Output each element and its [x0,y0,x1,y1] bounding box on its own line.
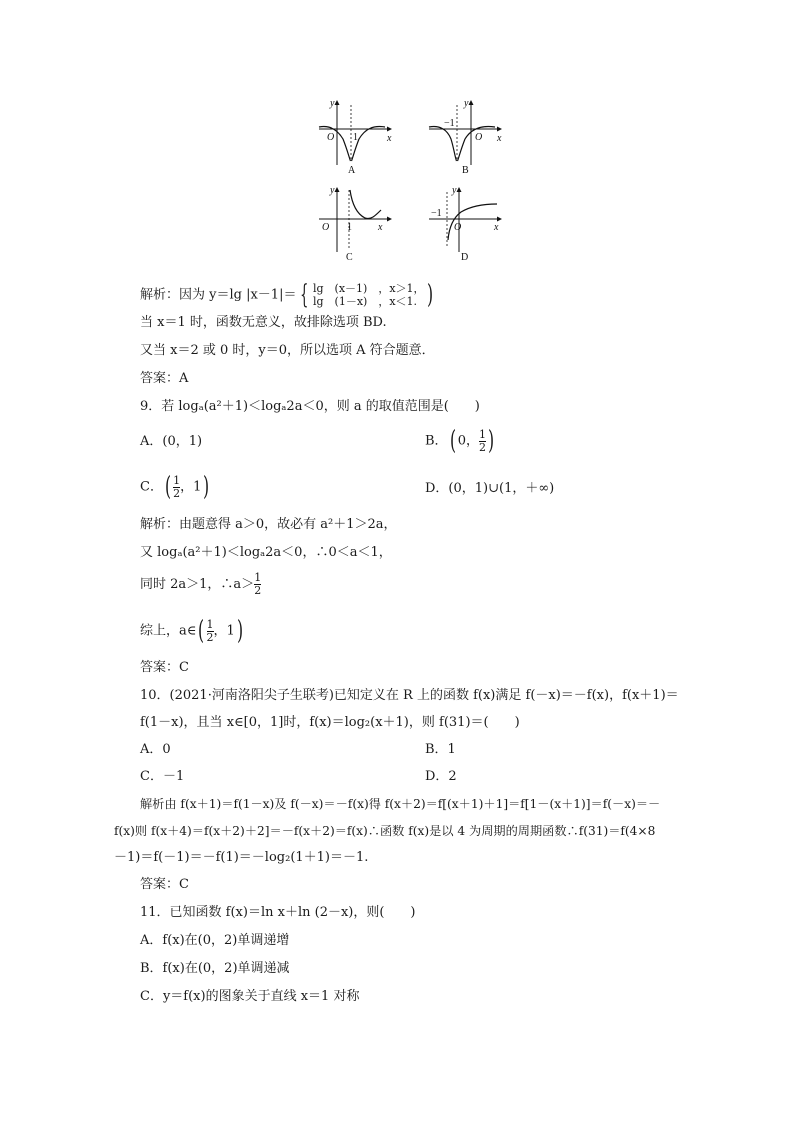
q9-option-c-rparen: ) [203,472,210,502]
graph-b-origin: O [475,132,483,143]
graph-c-y-label: y [330,185,335,196]
fraction-denominator: 2 [479,440,486,454]
graph-a [315,95,395,177]
q9-option-c-prefix: C． [140,479,163,495]
graph-a-origin: O [327,132,335,143]
fraction-numerator: 1 [254,571,262,584]
graph-b-caption: B [462,165,469,176]
fraction-denominator: 2 [254,584,262,597]
q10-solution-2: f(x)则 f(x＋4)＝f(x＋2)＋2]＝－f(x＋2)＝f(x)∴函数 f(x)是以 4 为周期的周期函数∴f(31)＝f(4×8 [114,824,656,838]
q11-option-b: B．f(x)在(0，2)单调递减 [140,961,290,976]
q10-option-c: C．－1 [140,769,185,784]
graph-d-tick: −1 [431,208,442,219]
graph-d [425,182,505,264]
q9-answer: 答案：C [140,660,189,675]
q9-solution-4 [140,618,245,644]
graph-b-tick: −1 [444,118,455,129]
graph-b-y-label: y [464,98,469,109]
q9-option-c-right: ，1 [180,479,202,495]
fraction-numerator: 1 [173,473,181,487]
q8-analysis [140,282,435,308]
q10-option-a: A．0 [140,742,171,757]
graph-d-x-label: x [494,222,499,233]
q9-option-d: D．(0，1)∪(1，＋∞) [425,481,555,496]
q9-option-b-lparen: ( [449,426,456,456]
q9-option-b-rparen: ) [488,426,495,456]
q9-solution-4-lparen: ( [198,616,205,646]
graph-a-caption: A [348,165,356,176]
q8-right-paren: ) [426,280,433,310]
fraction-denominator: 2 [173,486,181,500]
graph-c-tick: 1 [347,222,352,233]
q10-solution-1: 解析由 f(x＋1)＝f(1－x)及 f(－x)＝－f(x)得 f(x＋2)＝f[(x＋1)＋1]＝f[1－(x＋1)]＝f(－x)＝－ [140,797,661,811]
graph-a-y-label: y [330,98,335,109]
graph-d-caption: D [461,252,469,263]
q11-option-a: A．f(x)在(0，2)单调递增 [140,933,290,948]
q9-solution-2: 又 logₐ(a²＋1)＜logₐ2a＜0，∴0＜a＜1， [140,545,392,560]
graph-c-origin: O [322,222,330,233]
graph-a-x-label: x [387,133,392,144]
q10-answer: 答案：C [140,877,189,892]
q8-answer: 答案：A [140,371,189,386]
q8-line2: 当 x＝1 时，函数无意义，故排除选项 BD. [140,315,387,330]
q9-option-b-fraction [479,429,486,454]
graph-b-x-label: x [497,133,502,144]
q8-cases [313,282,425,308]
q8-case1: lg (x－1) ，x＞1， [313,282,425,295]
q9-option-a: A．(0，1) [140,434,203,449]
q8-case2: lg (1－x) ，x＜1. [313,295,418,308]
q9-stem: 9．若 logₐ(a²＋1)＜logₐ2a＜0，则 a 的取值范围是( ) [140,399,480,414]
q8-line3: 又当 x＝2 或 0 时，y＝0，所以选项 A 符合题意． [140,343,435,358]
graph-b [425,95,505,177]
q9-option-c-lparen: ( [164,472,172,502]
q9-option-b-prefix: B． [425,433,448,449]
graph-c-x-label: x [378,222,383,233]
q9-solution-1: 解析：由题意得 a＞0，故必有 a²＋1＞2a， [140,517,397,532]
fraction-numerator: 1 [479,427,486,441]
q9-solution-3-fraction [254,572,261,597]
q9-option-b-left: 0， [457,433,479,449]
q9-solution-4-text: 综上，a∈ [140,623,197,639]
q9-option-b [425,428,496,454]
q8-analysis-prefix: 解析：因为 y＝lg |x－1|＝ [140,287,297,303]
q9-solution-3 [140,572,261,597]
q9-solution-3-text: 同时 2a＞1，∴a＞ [140,577,255,592]
q10-stem-1: 10．(2021·河南洛阳尖子生联考)已知定义在 R 上的函数 f(x)满足 f(－x)＝－f(x)，f(x＋1)＝ [140,688,679,703]
q10-stem-2: f(1－x)，且当 x∈[0，1]时，f(x)＝log₂(x＋1)，则 f(31)＝( ) [140,715,520,730]
q8-left-brace: { [300,280,309,310]
graph-a-tick: 1 [353,132,358,143]
q11-stem: 11．已知函数 f(x)＝ln x＋ln (2－x)，则( ) [140,905,416,920]
q10-solution-3: －1)＝f(－1)＝－f(1)＝－log₂(1＋1)＝－1. [114,850,369,865]
q10-option-d: D．2 [425,769,457,784]
q9-solution-4-rparen: ) [236,616,243,646]
graph-c [315,182,395,264]
graph-d-origin: O [454,222,462,233]
q9-solution-4-right: ，1 [213,623,235,639]
q10-option-b: B．1 [425,742,456,757]
q11-option-c: C．y＝f(x)的图象关于直线 x＝1 对称 [140,989,360,1004]
fraction-numerator: 1 [206,617,214,631]
fraction-denominator: 2 [206,630,214,644]
graph-d-y-label: y [452,185,457,196]
graph-c-caption: C [346,252,353,263]
q9-solution-4-fraction [207,619,214,644]
q9-option-c [140,474,212,500]
